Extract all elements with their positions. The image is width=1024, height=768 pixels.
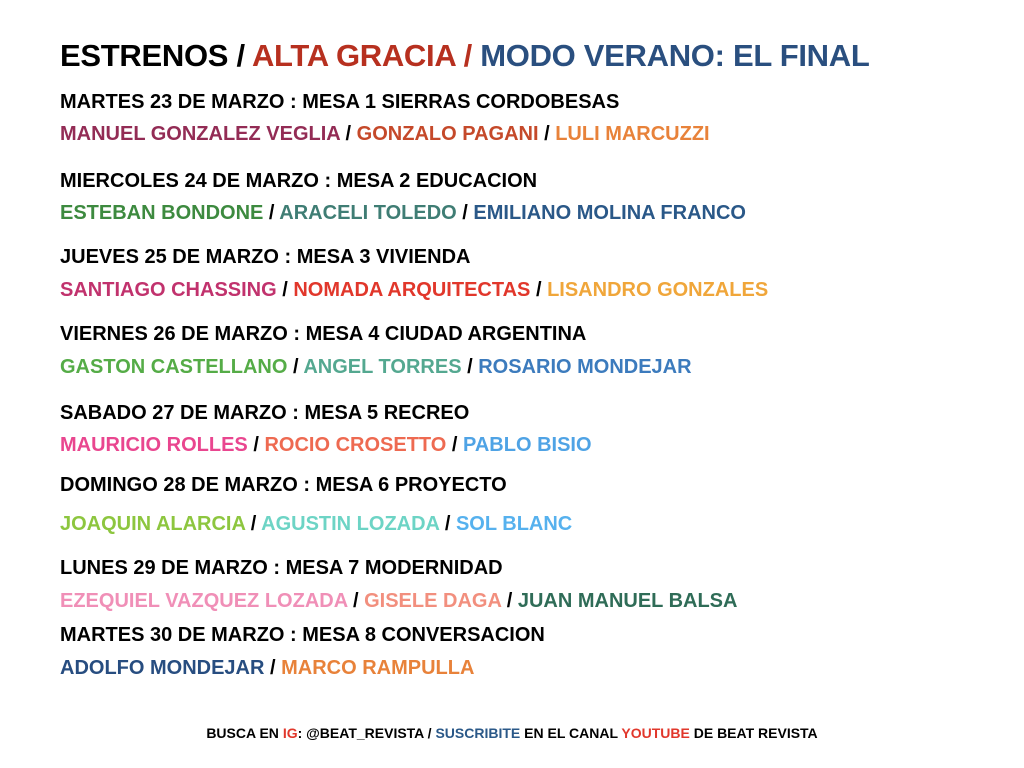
name-separator: / [446,434,463,456]
participant-name: SOL BLANC [455,513,573,535]
footer-credits [0,724,1024,742]
name-separator: / [340,123,357,145]
participant-name: ARACELI TOLEDO [279,202,457,224]
session-heading: LUNES 29 DE MARZO : MESA 7 MODERNIDAD [60,557,503,579]
title-estrenos: ESTRENOS [60,38,229,73]
name-separator: / [538,123,556,145]
footer-text: EN EL CANAL [520,725,622,741]
participant-name: EZEQUIEL VAZQUEZ LOZADA [60,590,348,612]
name-separator: / [264,657,282,679]
participant-name: ROSARIO MONDEJAR [478,356,692,378]
participant-name: AGUSTIN LOZADA [261,513,440,535]
participant-name: GASTON CASTELLANO [60,356,288,378]
session-heading: MARTES 30 DE MARZO : MESA 8 CONVERSACION [60,624,545,646]
footer-text: BUSCA EN [206,725,283,741]
session-participants [60,512,572,536]
session-heading: JUEVES 25 DE MARZO : MESA 3 VIVIENDA [60,246,471,268]
participant-name: SANTIAGO CHASSING [60,279,277,301]
session-heading: MARTES 23 DE MARZO : MESA 1 SIERRAS CORDOBESAS [60,91,620,113]
footer-text: : @BEAT_REVISTA / [297,725,436,741]
name-separator: / [456,202,474,224]
participant-name: ROCIO CROSETTO [264,434,447,456]
participant-name: MARCO RAMPULLA [281,657,475,679]
name-separator: / [347,590,365,612]
session-participants [60,355,692,379]
participant-name: JOAQUIN ALARCIA [60,513,246,535]
name-separator: / [276,279,294,301]
participant-name: GISELE DAGA [364,590,502,612]
name-separator: / [530,279,548,301]
name-separator: / [439,513,456,535]
participant-name: MANUEL GONZALEZ VEGLIA [60,123,340,145]
session-participants [60,656,474,680]
title-separator: / [455,38,481,73]
participant-name: LULI MARCUZZI [555,123,710,145]
name-separator: / [247,434,265,456]
session-heading: DOMINGO 28 DE MARZO : MESA 6 PROYECTO [60,474,507,496]
session-participants [60,201,746,225]
participant-name: ESTEBAN BONDONE [60,202,264,224]
footer-youtube: YOUTUBE [621,725,690,741]
session-participants [60,122,710,146]
participant-name: JUAN MANUEL BALSA [517,590,738,612]
name-separator: / [501,590,518,612]
title-modo-verano: MODO VERANO: EL FINAL [480,38,870,73]
name-separator: / [287,356,304,378]
participant-name: LISANDRO GONZALES [547,279,769,301]
participant-name: GONZALO PAGANI [356,123,539,145]
footer-ig: IG [282,725,298,741]
participant-name: EMILIANO MOLINA FRANCO [473,202,746,224]
footer-suscribite: SUSCRIBITE [435,725,521,741]
title-alta-gracia: ALTA GRACIA [251,38,456,73]
footer-text: DE BEAT REVISTA [689,725,818,741]
session-participants [60,589,737,613]
participant-name: ADOLFO MONDEJAR [60,657,265,679]
title-separator: / [228,38,252,73]
page-title [60,38,869,74]
participant-name: ANGEL TORRES [303,356,462,378]
session-participants [60,433,592,457]
name-separator: / [263,202,280,224]
participant-name: MAURICIO ROLLES [60,434,248,456]
participant-name: PABLO BISIO [463,434,592,456]
session-heading: SABADO 27 DE MARZO : MESA 5 RECREO [60,402,470,424]
session-heading: MIERCOLES 24 DE MARZO : MESA 2 EDUCACION [60,170,538,192]
session-participants [60,278,768,302]
name-separator: / [245,513,262,535]
name-separator: / [461,356,479,378]
session-heading: VIERNES 26 DE MARZO : MESA 4 CIUDAD ARGENTINA [60,323,587,345]
participant-name: NOMADA ARQUITECTAS [293,279,531,301]
